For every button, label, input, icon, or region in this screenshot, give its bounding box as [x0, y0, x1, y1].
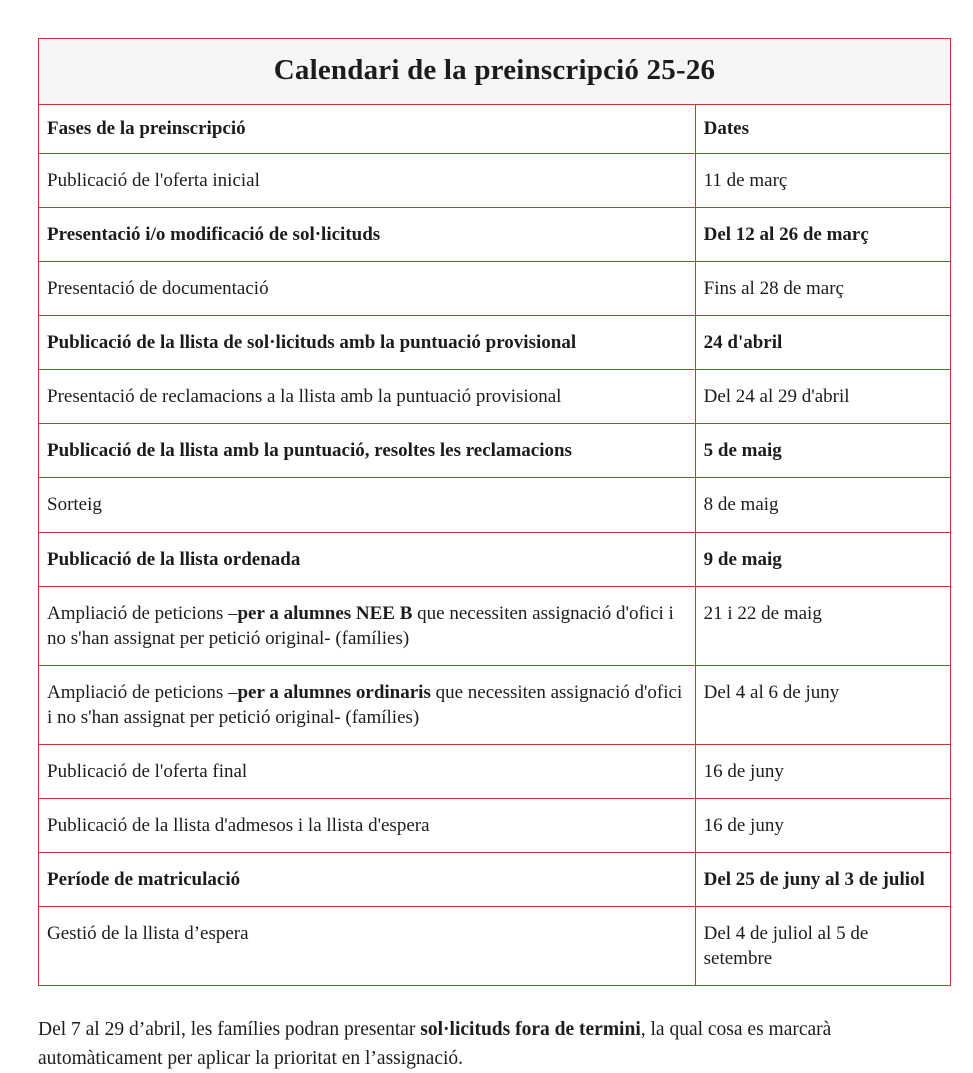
date-cell: 5 de maig: [695, 424, 950, 478]
text-segment: Presentació de documentació: [47, 278, 269, 300]
phase-cell: [39, 853, 696, 907]
text-segment: Ampliació de peticions –: [47, 602, 238, 624]
text-segment: , la qual cosa es marcarà automàticament per aplicar la prioritat en l’assignació.: [38, 1019, 832, 1069]
phase-cell: [39, 316, 696, 370]
table-row: [39, 744, 951, 798]
phase-cell: [39, 665, 696, 744]
date-cell: 11 de març: [695, 154, 950, 208]
text-segment: Presentació de reclamacions a la llista amb la puntuació provisional: [47, 386, 562, 408]
phase-cell: [39, 478, 696, 532]
phase-cell: [39, 154, 696, 208]
table-row: [39, 208, 951, 262]
bold-text-segment: Publicació de la llista amb la puntuació, resoltes les reclamacions: [47, 440, 572, 462]
table-row: [39, 907, 951, 986]
bold-text-segment: Presentació i/o modificació de sol·licituds: [47, 224, 381, 246]
date-cell: 24 d'abril: [695, 316, 950, 370]
text-segment: que necessiten assignació d'ofici i no s'han assignat per petició original- (famílies): [47, 602, 674, 649]
column-header-fases: Fases de la preinscripció: [39, 105, 696, 154]
date-cell: Del 4 de juliol al 5 de setembre: [695, 907, 950, 986]
phase-cell: [39, 744, 696, 798]
table-row: [39, 424, 951, 478]
table-title: Calendari de la preinscripció 25-26: [39, 39, 951, 105]
date-cell: Fins al 28 de març: [695, 262, 950, 316]
table-row: [39, 799, 951, 853]
footer-note: [38, 1016, 951, 1073]
date-cell: 8 de maig: [695, 478, 950, 532]
phase-cell: [39, 424, 696, 478]
date-cell: 16 de juny: [695, 799, 950, 853]
text-segment: Ampliació de peticions –: [47, 681, 238, 703]
text-segment: Sorteig: [47, 494, 102, 516]
text-segment: Publicació de l'oferta final: [47, 760, 248, 782]
text-segment: Publicació de l'oferta inicial: [47, 170, 260, 191]
bold-text-segment: Publicació de la llista ordenada: [47, 548, 301, 570]
table-row: [39, 586, 951, 665]
date-cell: 9 de maig: [695, 532, 950, 586]
table-row: [39, 370, 951, 424]
date-cell: Del 12 al 26 de març: [695, 208, 950, 262]
phase-cell: [39, 208, 696, 262]
date-cell: Del 24 al 29 d'abril: [695, 370, 950, 424]
phase-cell: [39, 799, 696, 853]
table-row: [39, 262, 951, 316]
text-segment: que necessiten assignació d'ofici i no s'han assignat per petició original- (famílies): [47, 681, 683, 728]
table-row: [39, 853, 951, 907]
date-cell: 16 de juny: [695, 744, 950, 798]
text-segment: Del 7 al 29 d’abril, les famílies podran presentar: [38, 1019, 421, 1041]
text-segment: Gestió de la llista d’espera: [47, 923, 249, 945]
bold-text-segment: Publicació de la llista de sol·licituds amb la puntuació provisional: [47, 332, 577, 354]
phase-cell: [39, 586, 696, 665]
column-header-dates: Dates: [695, 105, 950, 154]
preinscripcio-calendar-table: [38, 38, 951, 986]
table-row: [39, 316, 951, 370]
date-cell: 21 i 22 de maig: [695, 586, 950, 665]
table-body: [39, 154, 951, 986]
table-row: [39, 478, 951, 532]
bold-text-segment: Període de matriculació: [47, 869, 241, 891]
column-header-row: [39, 105, 951, 154]
date-cell: Del 4 al 6 de juny: [695, 665, 950, 744]
date-cell: Del 25 de juny al 3 de juliol: [695, 853, 950, 907]
bold-text-segment: per a alumnes NEE B: [237, 602, 413, 624]
phase-cell: [39, 532, 696, 586]
phase-cell: [39, 907, 696, 986]
bold-text-segment: per a alumnes ordinaris: [237, 681, 431, 703]
table-row: [39, 532, 951, 586]
bold-text-segment: sol·licituds fora de termini: [420, 1019, 641, 1041]
phase-cell: [39, 262, 696, 316]
phase-cell: [39, 370, 696, 424]
table-row: [39, 154, 951, 208]
title-row: [39, 39, 951, 105]
text-segment: Publicació de la llista d'admesos i la llista d'espera: [47, 815, 430, 837]
table-row: [39, 665, 951, 744]
